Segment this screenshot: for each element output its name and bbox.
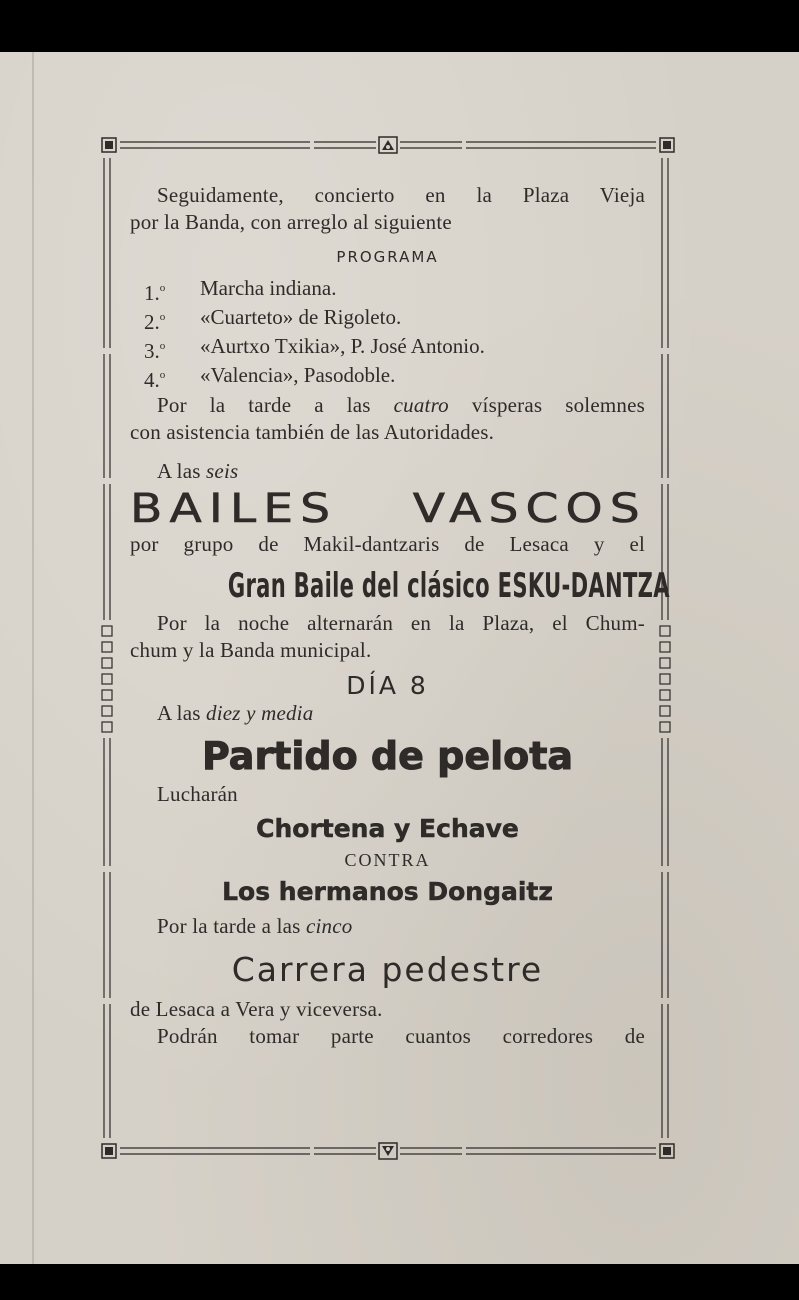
top-ornament-border (100, 136, 676, 154)
page (0, 52, 799, 1264)
program-item: 3.$^o$ «Aurtxo Txikia», P. José Antonio. (144, 334, 485, 363)
tarde-line-2: con asistencia también de las Autoridades. (130, 420, 495, 444)
podran-line: Podrán tomar parte cuantos corredores de (157, 1024, 645, 1048)
program-item: 2.$^o$ «Cuarteto» de Rigoleto. (144, 305, 402, 334)
contra-label: CONTRA (344, 850, 431, 870)
dia-heading: DÍA 8 (346, 671, 429, 700)
cinco-line: Por la tarde a las cinco (157, 914, 353, 938)
concert-line-1: Seguidamente, concierto en la Plaza Vieja (157, 183, 645, 207)
program-text (130, 182, 670, 1050)
noche-line-2: chum y la Banda municipal. (130, 638, 372, 662)
noche-line-1: Por la noche alternarán en la Plaza, el Chum- (157, 611, 645, 635)
gran-baile-heading: Gran Baile del clásico ESKU-DANTZA (227, 566, 670, 606)
page-spine (32, 52, 34, 1264)
bailes-vascos-heading: BAILES VASCOS (130, 486, 647, 532)
lucharan-line: Lucharán (157, 782, 238, 806)
left-ornament-border (100, 158, 114, 1138)
right-ornament-border (658, 158, 672, 1138)
program-heading: PROGRAMA (336, 248, 439, 266)
carrera-heading: Carrera pedestre (231, 950, 544, 989)
grupo-line: por grupo de Makil-dantzaris de Lesaca y el (130, 532, 645, 556)
team-1: Chortena y Echave (256, 814, 519, 843)
diez-line: A las diez y media (157, 701, 314, 725)
partido-heading: Partido de pelota (201, 734, 574, 778)
lesaca-line: de Lesaca a Vera y viceversa. (130, 997, 383, 1021)
tarde-line-1: Por la tarde a las cuatro vísperas solemnes (157, 393, 645, 417)
concert-line-2: por la Banda, con arreglo al siguiente (130, 210, 452, 234)
program-item: 4.$^o$ «Valencia», Pasodoble. (144, 363, 396, 392)
program-item: 1.$^o$ Marcha indiana. (144, 276, 337, 305)
team-2: Los hermanos Dongaitz (222, 877, 553, 906)
seis-line: A las seis (157, 459, 239, 483)
program-list (130, 276, 645, 392)
bottom-ornament-border (100, 1142, 676, 1160)
